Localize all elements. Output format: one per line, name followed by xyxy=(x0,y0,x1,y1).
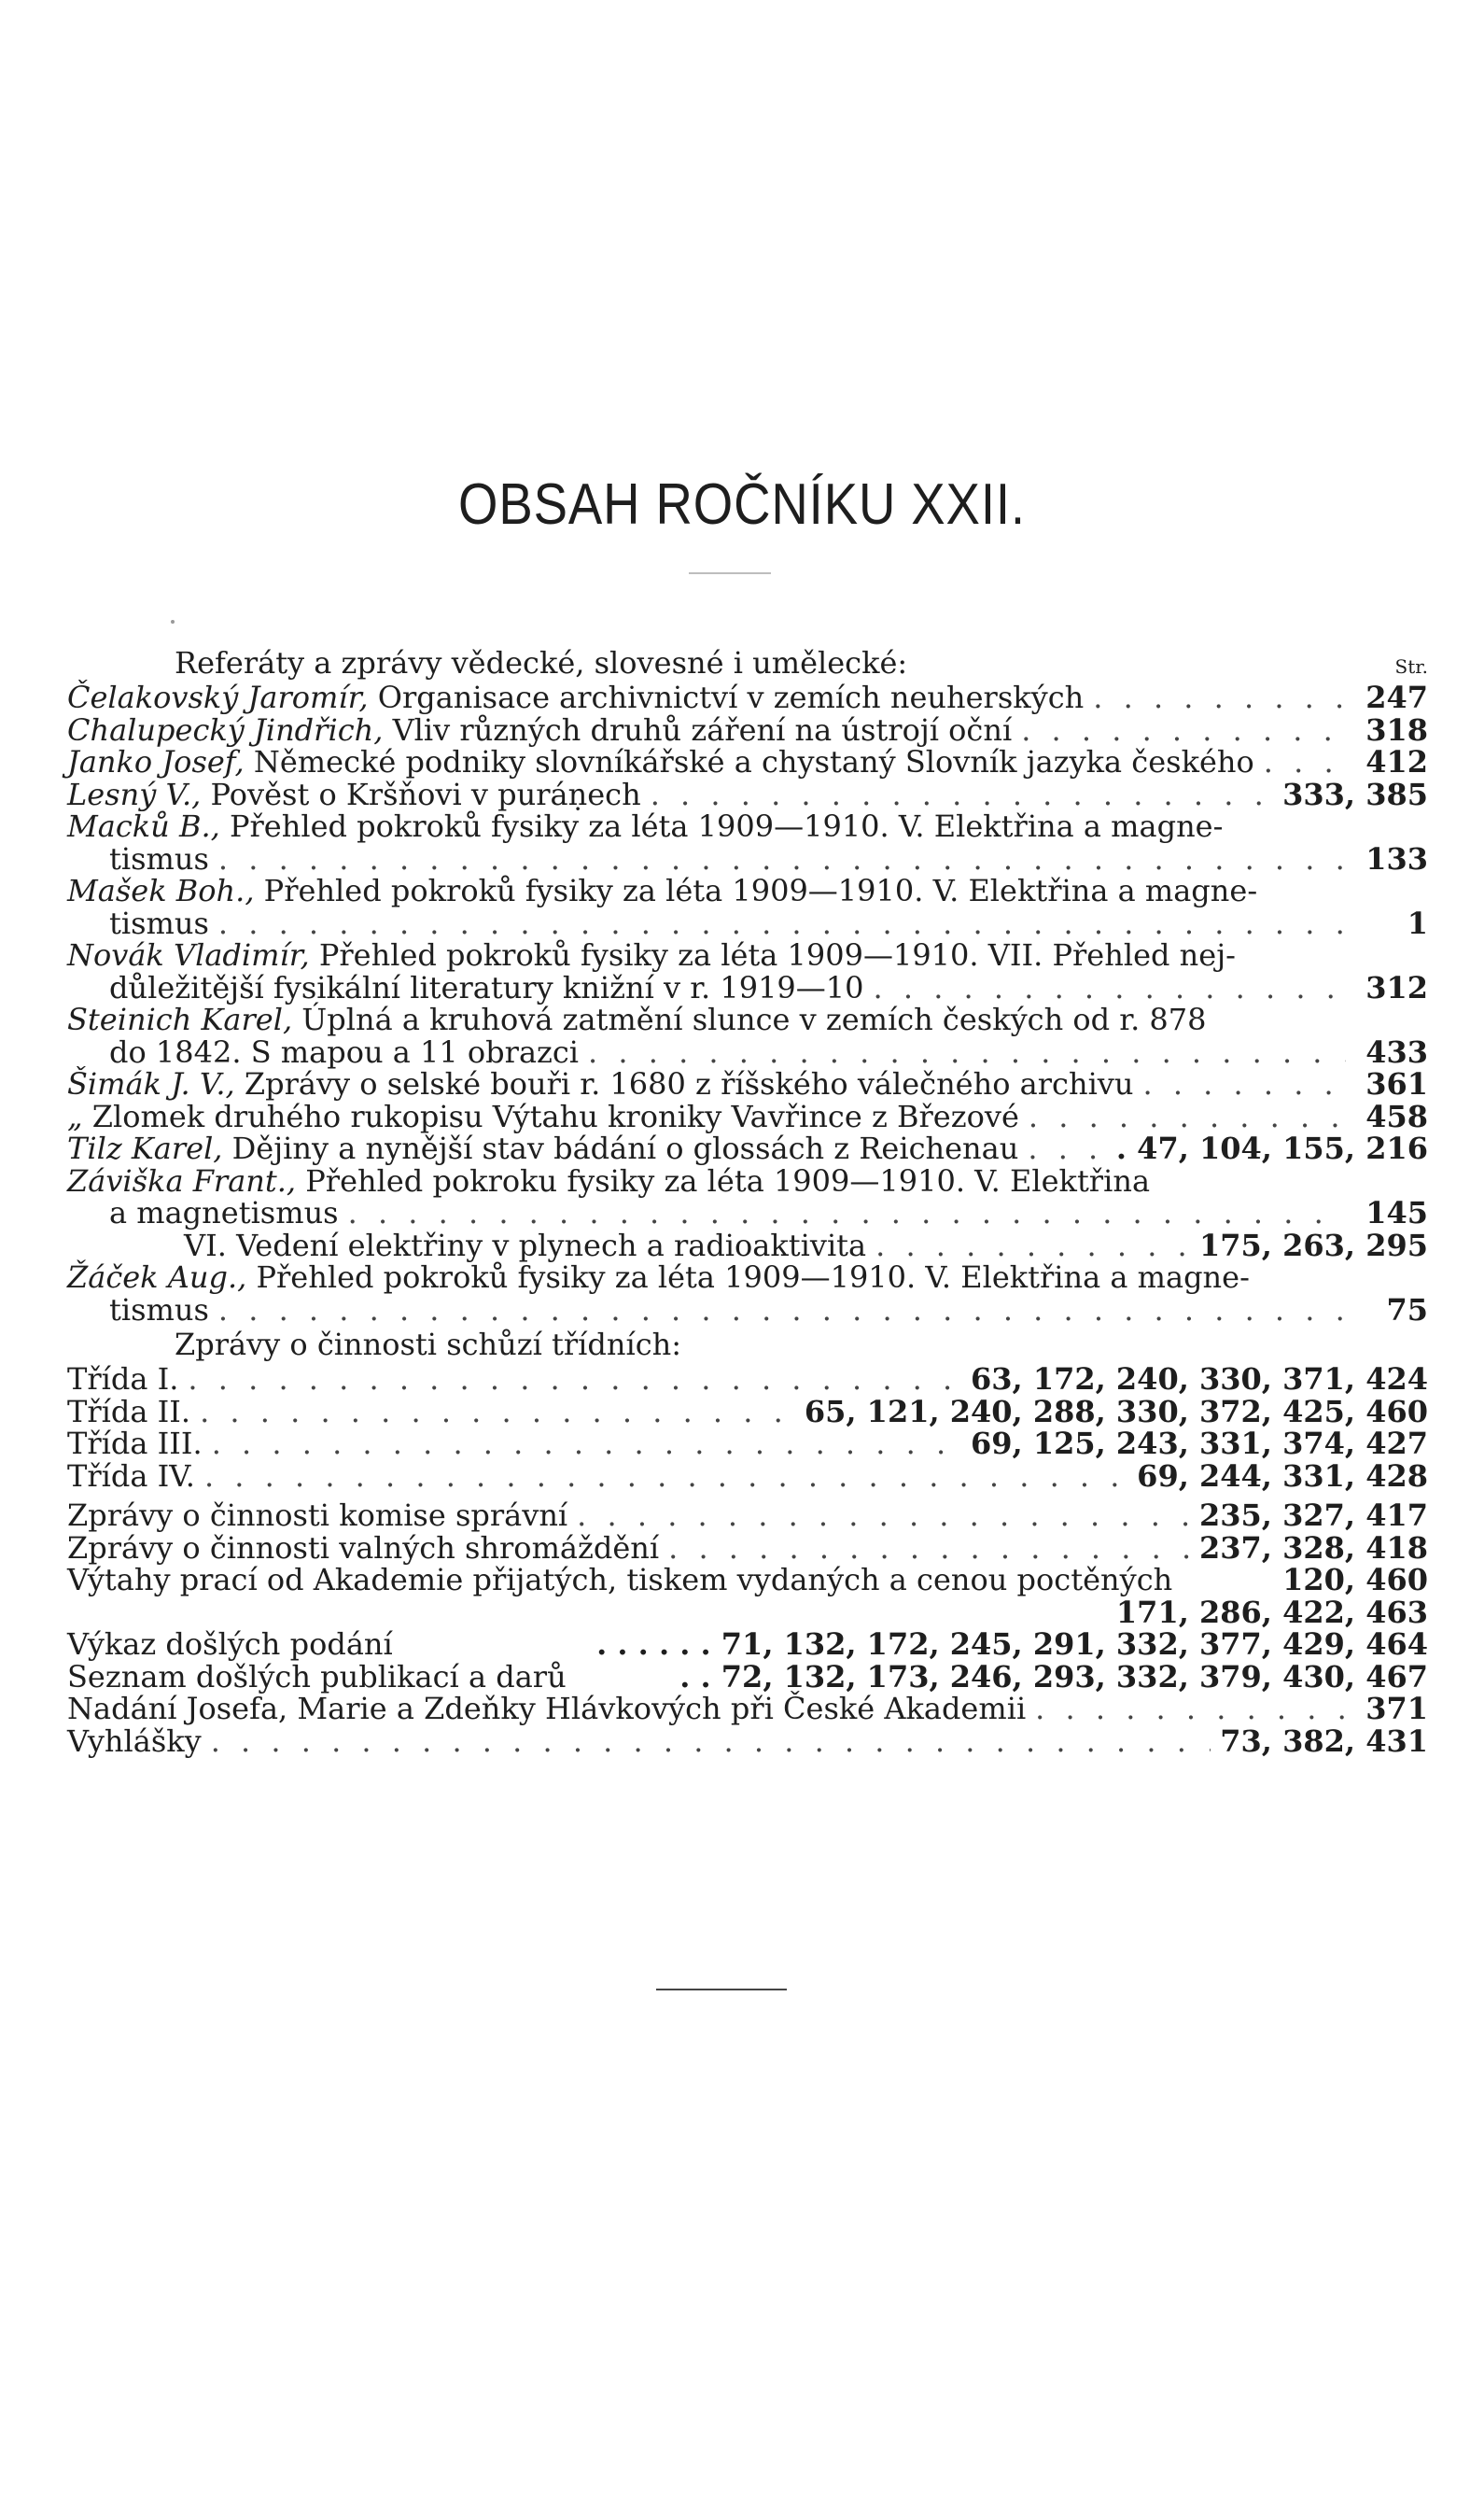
misc-label: Zprávy o činnosti valných shromáždění xyxy=(67,1529,660,1566)
entry-title: Přehled pokroků fysiky za léta 1909—1910. V. Elektřina a magne- xyxy=(263,873,1258,908)
list-item xyxy=(67,1393,1428,1429)
trida-page: 427 xyxy=(1365,1426,1428,1461)
list-item xyxy=(67,1098,1428,1134)
section-heading-tridy xyxy=(67,1326,1428,1363)
trida-label: Třída III. xyxy=(67,1426,203,1461)
entry-page: 318 xyxy=(1365,711,1428,748)
misc-label: Nadání Josefa, Marie a Zdeňky Hlávkových při České Akademii xyxy=(67,1691,1027,1726)
entry-page: 133 xyxy=(1365,840,1428,877)
misc-pages: . . . . . . 71, 132, 172, 245, 291, 332, 377, 429, xyxy=(596,1626,1355,1662)
misc-label: Zprávy o činnosti komise správní xyxy=(67,1498,568,1533)
list-item xyxy=(67,907,1428,940)
entry-pages: . 47, 104, 155, xyxy=(1115,1131,1355,1166)
list-item xyxy=(67,1068,1428,1101)
list-item xyxy=(67,1162,1428,1199)
dot-leader xyxy=(577,1499,1190,1532)
entry-title: Přehled pokroků fysiky za léta 1909—1910. V. Elektřina a magne- xyxy=(256,1259,1250,1295)
entry-page: 75 xyxy=(1386,1291,1428,1328)
misc-pages: 120, xyxy=(1282,1562,1355,1597)
entry-title: tismus xyxy=(109,1291,209,1328)
dot-leader xyxy=(211,1725,1211,1758)
entry-title: Přehled pokroků fysiky za léta 1909—1910. V. Elektřina a magne- xyxy=(229,809,1224,844)
entry-title: Německé podniky slovníkářské a chystaný Slovník jazyka českého xyxy=(253,744,1254,780)
entry-author: Čelakovský Jaromír, xyxy=(67,680,369,715)
misc-page: 418 xyxy=(1365,1529,1428,1566)
list-item xyxy=(67,1004,1428,1036)
entry-author: Macků B., xyxy=(67,809,220,844)
list-item xyxy=(67,1036,1428,1069)
list-item xyxy=(67,776,1428,812)
list-item xyxy=(67,1596,1428,1629)
entry-list xyxy=(67,682,1428,1326)
trida-pages: 63, 172, 240, 330, 371, xyxy=(971,1361,1355,1397)
title-rule xyxy=(689,572,771,574)
entry-author: Steinich Karel, xyxy=(67,1002,293,1037)
misc-pages: 235, 327, xyxy=(1198,1498,1355,1533)
trida-label: Třída II. xyxy=(67,1393,191,1429)
entry-title: Dějiny a nynější stav bádání o glossách z Reichenau xyxy=(231,1131,1019,1166)
list-item xyxy=(67,1132,1428,1165)
list-item xyxy=(67,1197,1428,1230)
misc-pages: 171, 286, 422, xyxy=(1115,1594,1355,1630)
entry-author: Mašek Boh., xyxy=(67,873,255,908)
entry-page: 458 xyxy=(1365,1098,1428,1134)
entry-title: Přehled pokroku fysiky za léta 1909—1910. V. Elektřina xyxy=(305,1162,1151,1199)
misc-page: 467 xyxy=(1365,1658,1428,1694)
entry-pages: 175, 263, xyxy=(1198,1227,1355,1263)
trida-label: Třída I. xyxy=(67,1361,179,1397)
dot-leader xyxy=(218,843,1346,876)
entry-author: Lesný V., xyxy=(67,776,202,812)
list-item xyxy=(67,1564,1428,1596)
dot-leader xyxy=(1142,1068,1346,1101)
page-title: OBSAH ROČNÍKU XXII. xyxy=(458,472,1026,537)
list-item xyxy=(67,711,1428,748)
section-label: Zprávy o činnosti schůzí třídních: xyxy=(175,1327,682,1362)
misc-label: Vyhlášky xyxy=(67,1723,202,1759)
entry-title: Pověst o Kršňovi v puráṇech xyxy=(210,776,641,812)
misc-pages: 237, 328, xyxy=(1198,1529,1355,1566)
entry-title: Zlomek druhého rukopisu Výtahu kroniky Vavřince z Březové xyxy=(91,1098,1019,1134)
entry-author: Novák Vladimír, xyxy=(67,937,310,973)
list-item xyxy=(67,1628,1428,1661)
entry-title: VI. Vedení elektřiny v plynech a radioaktivita xyxy=(184,1227,867,1263)
list-item xyxy=(67,1227,1428,1263)
trida-page: 460 xyxy=(1365,1393,1428,1429)
misc-page: 464 xyxy=(1365,1626,1428,1662)
list-item xyxy=(67,1457,1428,1494)
list-item xyxy=(67,810,1428,843)
section-label: Referáty a zprávy vědecké, slovesné i umělecké: xyxy=(175,645,908,681)
entry-author: Záviška Frant., xyxy=(67,1162,297,1199)
list-item xyxy=(67,1261,1428,1294)
misc-page: 431 xyxy=(1365,1723,1428,1759)
entry-page: 312 xyxy=(1365,969,1428,1005)
entry-title: Úplná a kruhová zatmění slunce v zemích českých od r. 878 xyxy=(301,1002,1207,1037)
entry-title: a magnetismus xyxy=(109,1195,339,1230)
dot-leader xyxy=(668,1532,1190,1565)
dot-leader xyxy=(1029,1101,1346,1133)
list-item xyxy=(67,969,1428,1005)
misc-page: 463 xyxy=(1365,1594,1428,1630)
dot-leader xyxy=(875,1230,1190,1262)
entry-title: tismus xyxy=(109,905,209,941)
dot-leader xyxy=(188,1363,961,1396)
dot-leader xyxy=(1028,1132,1107,1165)
trida-pages: 69, 125, 243, 331, 374, xyxy=(971,1426,1355,1461)
list-item xyxy=(67,682,1428,714)
dot-leader xyxy=(1035,1693,1346,1725)
misc-page: 417 xyxy=(1365,1498,1428,1533)
entry-page: 1 xyxy=(1407,905,1428,941)
list-item xyxy=(67,875,1428,907)
entry-title: důležitější fysikální literatury knižní v r. 1919—10 xyxy=(109,969,864,1005)
dot-leader xyxy=(204,1460,1127,1493)
list-item xyxy=(67,1725,1428,1758)
entry-author: Šimák J. V., xyxy=(67,1066,235,1102)
list-item xyxy=(67,1363,1428,1396)
entry-pages: 333, xyxy=(1282,776,1355,812)
entry-page: 385 xyxy=(1365,776,1428,812)
entry-title: tismus xyxy=(109,840,209,877)
dot-leader xyxy=(218,907,1346,940)
list-item xyxy=(67,1291,1428,1328)
entry-page: 295 xyxy=(1365,1227,1428,1263)
entry-title: Organisace archivnictví v zemích neuherských xyxy=(377,680,1085,715)
entry-author: Tilz Karel, xyxy=(67,1131,223,1166)
dot-leader xyxy=(1021,714,1346,747)
trida-page: 424 xyxy=(1365,1361,1428,1397)
list-item xyxy=(67,840,1428,877)
entry-title: Zprávy o selské bouři r. 1680 z říšského válečného archivu xyxy=(244,1066,1134,1102)
dot-leader xyxy=(218,1294,1346,1327)
list-item xyxy=(67,1658,1428,1694)
trida-list xyxy=(67,1363,1428,1492)
trida-pages: 65, 121, 240, 288, 330, 372, 425, xyxy=(804,1393,1355,1429)
page-column-label: Str. xyxy=(1394,655,1428,678)
entry-page: 361 xyxy=(1365,1066,1428,1102)
entry-page: 433 xyxy=(1365,1034,1428,1070)
entry-page: 412 xyxy=(1365,744,1428,780)
list-item xyxy=(67,1427,1428,1460)
list-item xyxy=(67,1499,1428,1532)
dot-leader xyxy=(874,972,1347,1005)
dot-leader xyxy=(200,1396,795,1428)
misc-label: Seznam došlých publikací a darů xyxy=(67,1658,567,1694)
misc-page: 460 xyxy=(1365,1562,1428,1597)
bottom-rule xyxy=(656,1989,787,1990)
list-item xyxy=(67,746,1428,779)
dot-leader xyxy=(1264,746,1346,779)
entry-author: „ xyxy=(67,1098,83,1134)
trida-page: 428 xyxy=(1365,1457,1428,1494)
misc-label: Výtahy prací od Akademie přijatých, tiskem vydaných a cenou poctěných xyxy=(67,1562,1173,1597)
dot-leader xyxy=(212,1427,961,1460)
section-heading-referaty xyxy=(67,644,1428,682)
table-of-contents xyxy=(67,644,1428,1757)
entry-title: Vliv různých druhů záření na ústrojí oční xyxy=(392,711,1013,748)
entry-title: Přehled pokroků fysiky za léta 1909—1910. VII. Přehled nej- xyxy=(318,937,1236,973)
dot-leader xyxy=(348,1197,1346,1230)
entry-author: Chalupecký Jindřich, xyxy=(67,711,384,748)
trida-label: Třída IV. xyxy=(67,1457,195,1494)
list-item xyxy=(67,1529,1428,1566)
dot-leader xyxy=(651,779,1273,811)
entry-page: 216 xyxy=(1365,1131,1428,1166)
misc-pages: . . 72, 132, 173, 246, 293, 332, 379, 430, xyxy=(679,1658,1355,1694)
dot-leader xyxy=(1093,682,1346,714)
entry-page: 145 xyxy=(1365,1195,1428,1230)
dot-leader xyxy=(588,1036,1346,1069)
entry-author: Žáček Aug., xyxy=(67,1259,247,1295)
entry-author: Janko Josef, xyxy=(67,744,245,780)
list-item xyxy=(67,939,1428,972)
entry-page: 247 xyxy=(1365,680,1428,715)
entry-title: do 1842. S mapou a 11 obrazci xyxy=(109,1034,580,1070)
misc-label: Výkaz došlých podání xyxy=(67,1626,393,1662)
misc-page: 371 xyxy=(1365,1691,1428,1726)
trida-pages: 69, 244, 331, xyxy=(1137,1457,1355,1494)
list-item xyxy=(67,1693,1428,1725)
misc-pages: 73, 382, xyxy=(1220,1723,1355,1759)
misc-list xyxy=(67,1499,1428,1757)
ink-speck xyxy=(171,620,175,624)
